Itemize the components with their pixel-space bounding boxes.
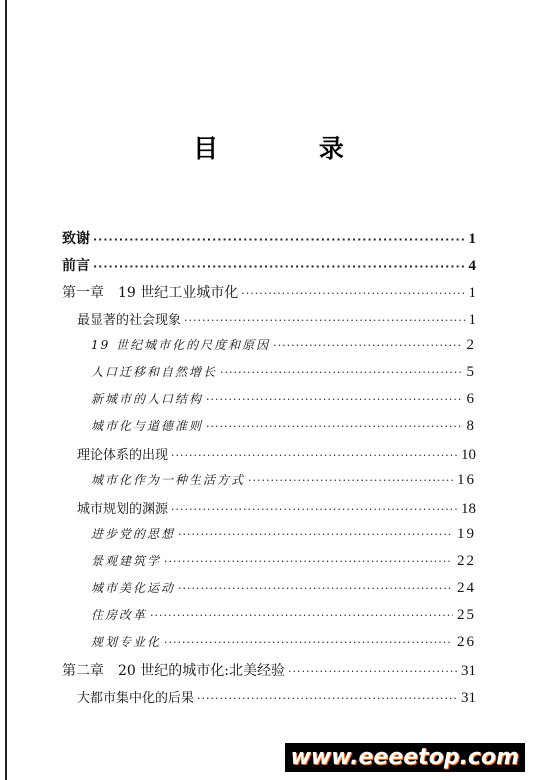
toc-page-number: 16 <box>457 472 476 488</box>
toc-label: 前言 <box>62 258 90 274</box>
toc-entry-section[interactable] <box>77 687 476 711</box>
toc-page-number: 4 <box>468 258 476 274</box>
dot-leader <box>171 503 457 516</box>
toc-entry-acknowledgements[interactable] <box>62 228 476 252</box>
toc-entry-subsection[interactable] <box>91 606 476 630</box>
toc-entry-preface[interactable] <box>62 255 476 279</box>
toc-page-number: 1 <box>468 231 476 247</box>
dot-leader <box>93 260 465 273</box>
toc-entry-subsection[interactable] <box>91 336 476 360</box>
toc-entry-chapter-2[interactable] <box>62 660 476 684</box>
toc-page-number: 1 <box>468 285 476 301</box>
toc-entry-chapter-1[interactable] <box>62 282 476 306</box>
toc-page-number: 31 <box>461 690 476 706</box>
toc-page-number: 6 <box>466 391 476 407</box>
toc-page-number: 26 <box>457 634 476 650</box>
toc-page-number: 22 <box>457 553 476 569</box>
dot-leader <box>178 528 453 541</box>
toc-label: 城市规划的渊源 <box>77 502 169 517</box>
toc-label: 理论体系的出现 <box>77 448 169 463</box>
toc-entry-subsection[interactable] <box>91 579 476 603</box>
toc-label: 景观建筑学 <box>91 554 162 568</box>
dot-leader <box>178 582 453 595</box>
dot-leader <box>273 339 462 352</box>
dot-leader <box>220 366 462 379</box>
toc-page-number: 5 <box>466 364 476 380</box>
toc-page-number: 1 <box>468 312 476 328</box>
toc-entry-section[interactable] <box>77 498 476 522</box>
toc-entry-section[interactable] <box>77 309 476 333</box>
toc-label: 最显著的社会现象 <box>77 313 182 328</box>
page-edge-rule <box>5 0 7 780</box>
toc-label: 规划专业化 <box>91 635 162 649</box>
dot-leader <box>184 314 464 327</box>
dot-leader <box>93 233 465 246</box>
dot-leader <box>171 449 457 462</box>
toc-page-number: 19 <box>457 526 476 542</box>
toc-entry-section[interactable] <box>77 444 476 468</box>
toc-page-number: 18 <box>461 501 476 517</box>
toc-page-number: 31 <box>461 663 476 679</box>
toc-label: 19 世纪城市化的尺度和原因 <box>91 338 271 352</box>
toc-label: 第二章 20 世纪的城市化:北美经验 <box>62 663 285 679</box>
toc-label: 进步党的思想 <box>91 527 176 541</box>
toc-label: 大都市集中化的后果 <box>77 691 195 706</box>
toc-label: 新城市的人口结构 <box>91 392 204 406</box>
page-title: 目 录 <box>193 134 390 163</box>
toc-label: 第一章 19 世纪工业城市化 <box>62 285 239 301</box>
dot-leader <box>241 287 464 300</box>
toc-page-number: 8 <box>466 418 476 434</box>
toc-label: 城市化作为一种生活方式 <box>91 473 246 487</box>
toc-label: 人口迁移和自然增长 <box>91 365 218 379</box>
toc-entry-subsection[interactable] <box>91 633 476 657</box>
toc-page-number: 24 <box>457 580 476 596</box>
toc-entry-subsection[interactable] <box>91 552 476 576</box>
dot-leader <box>197 692 457 705</box>
dot-leader <box>288 665 457 678</box>
toc-entry-subsection[interactable] <box>91 525 476 549</box>
dot-leader <box>248 474 453 487</box>
toc-label: 住房改革 <box>91 608 148 622</box>
dot-leader <box>150 609 453 622</box>
toc-page-number: 2 <box>466 337 476 353</box>
toc-label: 城市化与道德准则 <box>91 419 204 433</box>
toc-entry-subsection[interactable] <box>91 363 476 387</box>
toc-entry-subsection[interactable] <box>91 471 476 495</box>
toc-page-number: 10 <box>461 447 476 463</box>
toc-entry-subsection[interactable] <box>91 417 476 441</box>
toc-label: 致谢 <box>62 231 90 247</box>
dot-leader <box>164 555 453 568</box>
dot-leader <box>206 393 462 406</box>
dot-leader <box>206 420 462 433</box>
watermark-logo: www.eeeetop.com <box>285 743 525 772</box>
dot-leader <box>164 636 453 649</box>
toc-page-number: 25 <box>457 607 476 623</box>
toc-entry-subsection[interactable] <box>91 390 476 414</box>
toc-label: 城市美化运动 <box>91 581 176 595</box>
